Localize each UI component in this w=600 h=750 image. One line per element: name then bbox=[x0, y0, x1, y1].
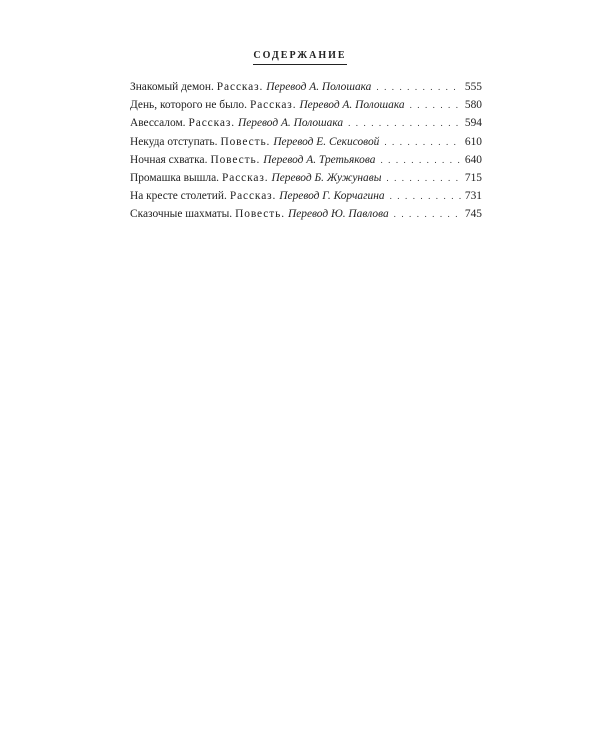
toc-entry-1 bbox=[130, 78, 482, 96]
toc-entry-title: Некуда отступать. bbox=[130, 135, 218, 148]
toc-entry-translator: Перевод А. Полошака bbox=[237, 117, 344, 130]
toc-entry-title: Сказочные шахматы. bbox=[130, 208, 233, 221]
toc-entry-genre: Рассказ. bbox=[249, 99, 297, 112]
toc-entry-page: 555 bbox=[464, 81, 482, 93]
toc-entry-translator: Перевод А. Третьякова bbox=[263, 153, 376, 166]
toc-entry-2 bbox=[130, 96, 482, 114]
toc-entry-genre: Повесть. bbox=[235, 208, 285, 221]
toc-entry-title: Ночная схватка. bbox=[130, 153, 208, 166]
toc-entry-page: 640 bbox=[464, 153, 482, 166]
toc-dot-leader bbox=[348, 114, 461, 132]
toc-entry-translator: Перевод Ю. Павлова bbox=[287, 208, 389, 221]
toc-entry-genre: Рассказ. bbox=[188, 117, 235, 130]
toc-entry-genre: Рассказ. bbox=[222, 171, 269, 184]
toc-dot-leader bbox=[410, 96, 461, 114]
toc-entry-translator: Перевод Е. Секисовой bbox=[273, 135, 380, 148]
toc-entry-3 bbox=[130, 114, 482, 132]
toc-entry-genre: Повесть. bbox=[210, 153, 261, 166]
toc-entry-title: День, которого не было. bbox=[130, 99, 247, 112]
toc-entry-page: 594 bbox=[464, 117, 482, 130]
toc-entry-genre: Рассказ. bbox=[229, 190, 277, 203]
toc-entry-title: Промашка вышла. bbox=[130, 171, 220, 184]
toc-entry-page: 715 bbox=[464, 171, 482, 184]
toc-entry-page: 745 bbox=[464, 208, 482, 221]
toc-dot-leader bbox=[376, 78, 461, 96]
toc-entry-genre: Рассказ. bbox=[216, 81, 264, 93]
toc-entry-title: Авессалом. bbox=[130, 117, 186, 130]
toc-entry-translator: Перевод А. Полошака bbox=[266, 81, 372, 93]
toc-dot-leader bbox=[380, 151, 460, 169]
contents-heading-title: СОДЕРЖАНИЕ bbox=[253, 50, 346, 65]
toc-entry-8 bbox=[130, 205, 482, 223]
toc-entry-5 bbox=[130, 151, 482, 169]
toc-entry-translator: Перевод Г. Корчагина bbox=[279, 190, 385, 203]
toc-dot-leader bbox=[394, 205, 461, 223]
toc-entry-6 bbox=[130, 169, 482, 187]
toc-entry-translator: Перевод Б. Жужунавы bbox=[271, 171, 382, 184]
toc-entry-genre: Повесть. bbox=[220, 135, 271, 148]
toc-dot-leader bbox=[390, 187, 461, 205]
toc-dot-leader bbox=[386, 169, 461, 187]
table-of-contents bbox=[130, 78, 482, 224]
toc-dot-leader bbox=[384, 133, 461, 151]
contents-heading bbox=[0, 45, 600, 65]
toc-entry-translator: Перевод А. Полошака bbox=[299, 99, 405, 112]
toc-entry-title: На кресте столетий. bbox=[130, 190, 227, 203]
toc-entry-page: 610 bbox=[464, 135, 482, 148]
toc-entry-title: Знакомый демон. bbox=[130, 81, 214, 93]
toc-entry-4 bbox=[130, 133, 482, 151]
toc-entry-7 bbox=[130, 187, 482, 205]
toc-entry-page: 731 bbox=[464, 190, 482, 203]
toc-entry-page: 580 bbox=[464, 99, 482, 112]
